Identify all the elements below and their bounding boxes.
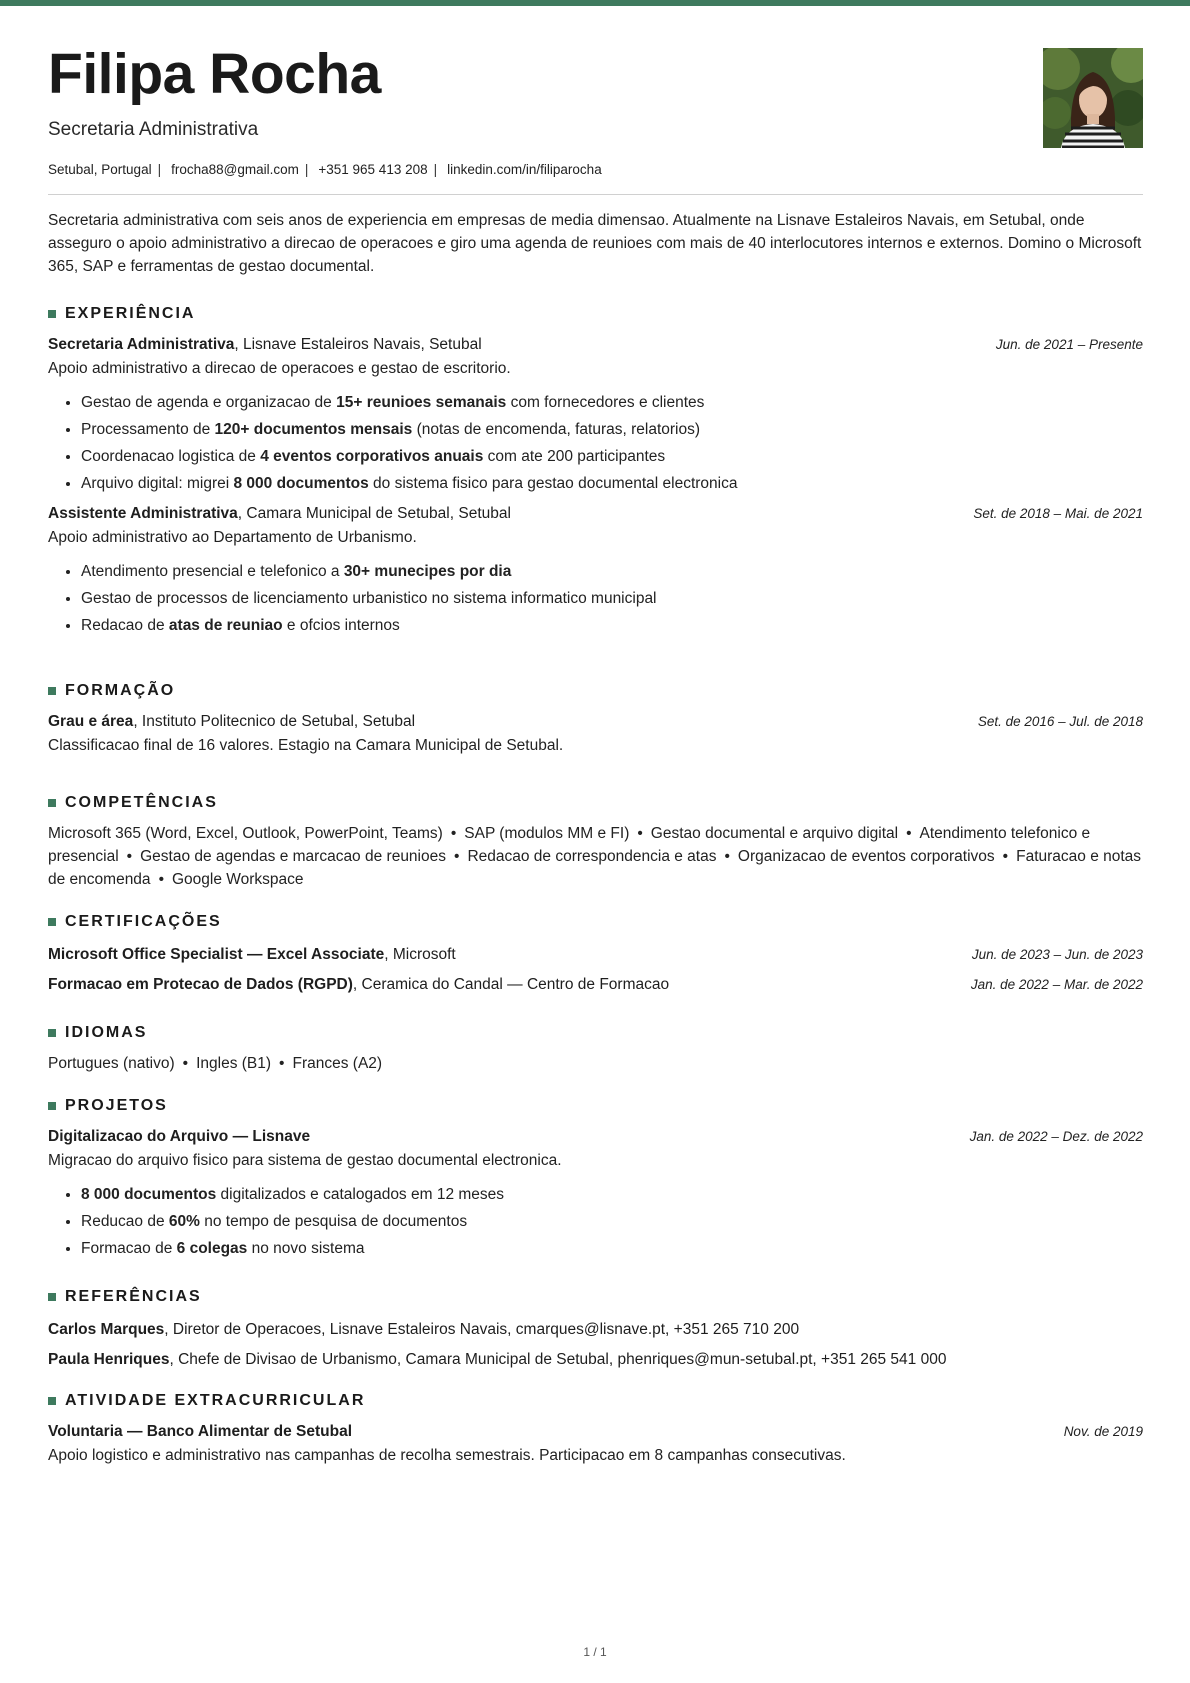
- section-title: EXPERIÊNCIA: [65, 305, 196, 322]
- skill-item: Organizacao de eventos corporativos: [737, 848, 995, 865]
- activity-description: Apoio logistico e administrativo nas campanhas de recolha semestrais. Participacao em 8 campanhas consecutivas.: [48, 1447, 846, 1464]
- section-title: ATIVIDADE EXTRACURRICULAR: [65, 1392, 366, 1409]
- language-item: Portugues (nativo): [48, 1055, 175, 1072]
- list-item: • Formacao de 6 colegas no novo sistema: [81, 1235, 1143, 1262]
- list-item: • Gestao de agenda e organizacao de 15+ reunioes semanais com fornecedores e clientes: [81, 389, 1143, 416]
- candidate-name: Filipa Rocha: [48, 42, 381, 106]
- section-heading: [48, 911, 1143, 933]
- section-title: CERTIFICAÇÕES: [65, 913, 222, 930]
- skill-item: Atendimento telefonico e presencial: [48, 825, 1091, 865]
- certifications-section: [48, 911, 1143, 997]
- profile-summary: Secretaria administrativa com seis anos de experiencia em empresas de media dimensao. Atualmente na Lisnave Estaleiros Navais, em Setubal, onde asseguro o apoio administrativo a direcao de operacoes e giro uma agenda de reunioes com mais de 40 interlocutores internos e externos. Domino o Microsoft 365, SAP e ferramentas de gestao documental.: [48, 212, 1142, 275]
- certification-date: Jun. de 2023 – Jun. de 2023: [971, 947, 1143, 962]
- section-title: COMPETÊNCIAS: [65, 794, 218, 811]
- list-item: • Redacao de atas de reuniao e ofcios internos: [81, 612, 1143, 639]
- contact-phone[interactable]: +351 965 413 208: [318, 162, 428, 177]
- education-entry: [48, 710, 1143, 758]
- section-heading: [48, 1095, 1143, 1117]
- job-bullets: [48, 558, 1143, 639]
- section-title: IDIOMAS: [65, 1024, 148, 1041]
- candidate-title: Secretaria Administrativa: [48, 119, 259, 140]
- languages-list: Portugues (nativo) • Ingles (B1) • Frances (A2): [48, 1055, 383, 1072]
- contact-linkedin[interactable]: linkedin.com/in/filiparocha: [447, 162, 602, 177]
- resume-header: [48, 6, 1143, 196]
- section-heading: [48, 792, 1143, 814]
- page-number: 1 / 1: [583, 1645, 607, 1659]
- project-date: Jan. de 2022 – Dez. de 2022: [969, 1129, 1143, 1144]
- section-marker-icon: [48, 799, 56, 807]
- experience-section: [48, 303, 1143, 639]
- job-role: Assistente Administrativa: [48, 505, 238, 522]
- section-marker-icon: [48, 687, 56, 695]
- project-entry: [48, 1125, 1143, 1262]
- language-item: Ingles (B1): [196, 1055, 272, 1072]
- contact-separator: |: [157, 162, 162, 177]
- section-marker-icon: [48, 1102, 56, 1110]
- skill-item: Google Workspace: [172, 871, 304, 888]
- list-item: • Coordenacao logistica de 4 eventos corporativos anuais com ate 200 participantes: [81, 443, 1143, 470]
- reference-name: Carlos Marques: [48, 1321, 165, 1338]
- section-heading: [48, 680, 1143, 702]
- skills-list: Microsoft 365 (Word, Excel, Outlook, PowerPoint, Teams) • SAP (modulos MM e FI) • Gestao documental e arquivo digital • Atendimento telefonico e presencial • Gestao de agendas e marcacao de reunioes • Redacao de correspondencia e atas • Organizacao de eventos corporativos • Faturacao e notas de encomenda • Google Workspace: [48, 825, 1142, 888]
- job-header: [48, 502, 1143, 526]
- resume-page: [48, 6, 1143, 1464]
- reference-item: [48, 1318, 1143, 1342]
- job-entry: [48, 333, 1143, 497]
- list-item: • 8 000 documentos digitalizados e catalogados em 12 meses: [81, 1181, 1143, 1208]
- reference-detail: , Diretor de Operacoes, Lisnave Estaleiros Navais, cmarques@lisnave.pt, +351 265 710 200: [164, 1321, 800, 1338]
- job-header: [48, 333, 1143, 357]
- project-description: Migracao do arquivo fisico para sistema de gestao documental electronica.: [48, 1152, 562, 1169]
- education-description: Classificacao final de 16 valores. Estagio na Camara Municipal de Setubal.: [48, 737, 564, 754]
- job-bullets: [48, 389, 1143, 497]
- list-item: • Atendimento presencial e telefonico a 30+ munecipes por dia: [81, 558, 1143, 585]
- certification-item: [48, 943, 1143, 967]
- certification-item: [48, 973, 1143, 997]
- certification-list: [48, 943, 1143, 997]
- job-organization: , Lisnave Estaleiros Navais, Setubal: [234, 336, 482, 353]
- skill-item: Gestao documental e arquivo digital: [650, 825, 899, 842]
- section-title: PROJETOS: [65, 1097, 168, 1114]
- header-divider: [48, 194, 1143, 195]
- contact-separator: |: [304, 162, 309, 177]
- contact-location: Setubal, Portugal: [48, 162, 152, 177]
- skills-section: [48, 792, 1143, 891]
- job-organization: , Camara Municipal de Setubal, Setubal: [237, 505, 511, 522]
- job-description: Apoio administrativo ao Departamento de Urbanismo.: [48, 529, 417, 546]
- section-marker-icon: [48, 1029, 56, 1037]
- skill-item: Faturacao e notas de encomenda: [48, 848, 1142, 888]
- certification-date: Jan. de 2022 – Mar. de 2022: [970, 977, 1143, 992]
- certification-name: Formacao em Protecao de Dados (RGPD): [48, 976, 353, 993]
- section-heading: [48, 1022, 1143, 1044]
- job-entry: [48, 502, 1143, 639]
- certification-issuer: , Microsoft: [384, 946, 456, 963]
- job-role: Secretaria Administrativa: [48, 336, 235, 353]
- activity-date: Nov. de 2019: [1063, 1424, 1143, 1439]
- references-section: [48, 1286, 1143, 1372]
- section-heading: [48, 1286, 1143, 1308]
- extracurricular-entry: [48, 1420, 1143, 1468]
- certification-issuer: , Ceramica do Candal — Centro de Formacao: [352, 976, 670, 993]
- section-marker-icon: [48, 310, 56, 318]
- contact-line: [48, 162, 602, 177]
- education-section: [48, 680, 1143, 758]
- language-item: Frances (A2): [292, 1055, 383, 1072]
- section-marker-icon: [48, 1293, 56, 1301]
- section-marker-icon: [48, 918, 56, 926]
- education-header: [48, 710, 1143, 734]
- reference-detail: , Chefe de Divisao de Urbanismo, Camara Municipal de Setubal, phenriques@mun-setubal.pt, +351 265 541 000: [169, 1351, 947, 1368]
- section-heading: [48, 303, 1143, 325]
- skill-item: SAP (modulos MM e FI): [464, 825, 630, 842]
- list-item: • Gestao de processos de licenciamento urbanistico no sistema informatico municipal: [81, 585, 1143, 612]
- activity-name: Voluntaria — Banco Alimentar de Setubal: [48, 1423, 353, 1440]
- section-marker-icon: [48, 1397, 56, 1405]
- list-item: • Arquivo digital: migrei 8 000 documentos do sistema fisico para gestao documental electronica: [81, 470, 1143, 497]
- list-item: • Reducao de 60% no tempo de pesquisa de documentos: [81, 1208, 1143, 1235]
- skill-item: Gestao de agendas e marcacao de reunioes: [140, 848, 446, 865]
- skill-item: Redacao de correspondencia e atas: [467, 848, 717, 865]
- profile-photo: [1043, 48, 1143, 148]
- project-name: Digitalizacao do Arquivo — Lisnave: [48, 1128, 311, 1145]
- reference-name: Paula Henriques: [48, 1351, 170, 1368]
- section-heading: [48, 1390, 1143, 1412]
- project-header: [48, 1125, 1143, 1149]
- section-title: FORMAÇÃO: [65, 682, 176, 699]
- school: , Instituto Politecnico de Setubal, Setubal: [133, 713, 416, 730]
- job-date: Set. de 2018 – Mai. de 2021: [973, 506, 1143, 521]
- extracurricular-header: [48, 1420, 1143, 1444]
- skill-item: Microsoft 365 (Word, Excel, Outlook, PowerPoint, Teams): [48, 825, 443, 842]
- contact-separator: |: [433, 162, 438, 177]
- list-item: • Processamento de 120+ documentos mensais (notas de encomenda, faturas, relatorios): [81, 416, 1143, 443]
- education-date: Set. de 2016 – Jul. de 2018: [977, 714, 1143, 729]
- degree: Grau e área: [48, 713, 134, 730]
- contact-email[interactable]: frocha88@gmail.com: [171, 162, 299, 177]
- section-title: REFERÊNCIAS: [65, 1288, 202, 1305]
- certification-name: Microsoft Office Specialist — Excel Associate: [48, 946, 385, 963]
- languages-section: [48, 1022, 1143, 1075]
- job-date: Jun. de 2021 – Presente: [995, 337, 1143, 352]
- reference-list: [48, 1318, 1143, 1372]
- job-description: Apoio administrativo a direcao de operacoes e gestao de escritorio.: [48, 360, 511, 377]
- extracurricular-section: [48, 1390, 1143, 1468]
- project-bullets: [48, 1181, 1143, 1262]
- projects-section: [48, 1095, 1143, 1262]
- reference-item: [48, 1348, 1143, 1372]
